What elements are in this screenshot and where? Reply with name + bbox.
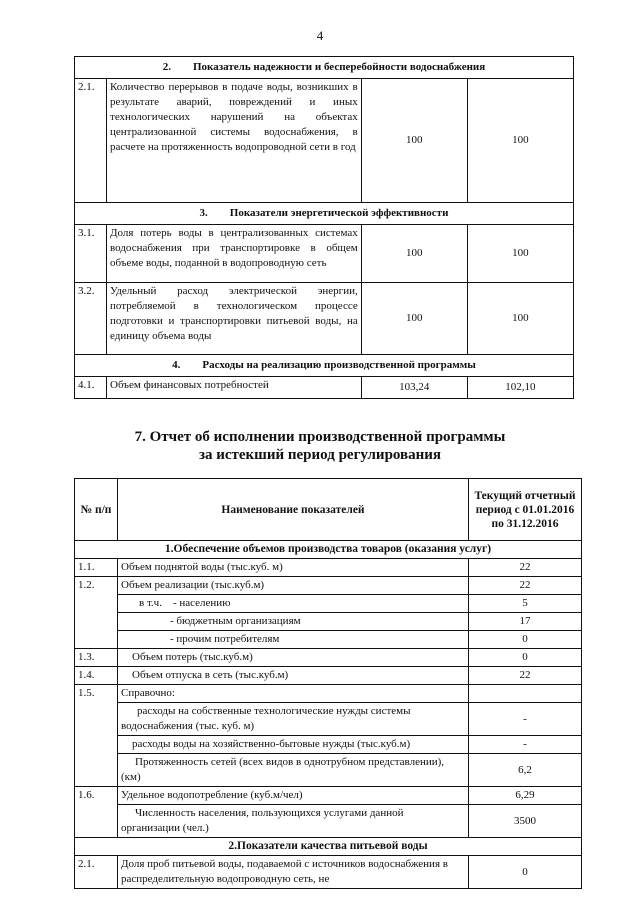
- row-value: -: [469, 736, 582, 754]
- table-row: [75, 787, 582, 805]
- report-table: [74, 478, 582, 889]
- col-header-number: № п/п: [75, 479, 118, 541]
- row-value: 6,29: [469, 787, 582, 805]
- table-row: [75, 703, 582, 736]
- section-header-row: [75, 355, 574, 377]
- row-number: 1.4.: [75, 667, 118, 685]
- row-number: 1.5.: [75, 685, 118, 787]
- table-row: [75, 649, 582, 667]
- section-header: 3. Показатели энергетической эффективности: [75, 203, 574, 225]
- table-row: [75, 754, 582, 787]
- row-name: Численность населения, пользующихся услугами данной организации (чел.): [118, 805, 469, 838]
- table-row: [75, 79, 574, 203]
- row-subname: - населению: [172, 597, 231, 609]
- indicator-value-2: 100: [467, 79, 573, 203]
- table-row: [75, 283, 574, 355]
- row-name: расходы на собственные технологические нужды системы водоснабжения (тыс. куб. м): [118, 703, 469, 736]
- row-value: 22: [469, 559, 582, 577]
- section-title-line-1: 7. Отчет об исполнении производственной программы: [134, 429, 506, 445]
- table-row: [75, 577, 582, 595]
- row-value: 17: [469, 613, 582, 631]
- row-number: 2.1.: [75, 79, 107, 203]
- row-number: 1.6.: [75, 787, 118, 838]
- row-value: 3500: [469, 805, 582, 838]
- section-header: 4. Расходы на реализацию производственной программы: [75, 355, 574, 377]
- section-header-row: [75, 203, 574, 225]
- row-name: Удельное водопотребление (куб.м/чел): [118, 787, 469, 805]
- row-value: 5: [469, 595, 582, 613]
- table-row: [75, 377, 574, 399]
- row-number: 1.1.: [75, 559, 118, 577]
- row-name-sub: [118, 595, 469, 613]
- indicator-value-2: 100: [467, 225, 573, 283]
- indicator-name: Количество перерывов в подаче воды, возникших в результате аварий, повреждений и иных технологических нарушений на объектах централизованной системы водоснабжения, в расчете на протяженность водопроводной сети в год: [107, 79, 362, 203]
- section-header-row: [75, 838, 582, 856]
- row-prefix: в т.ч.: [139, 597, 162, 609]
- table-row: [75, 736, 582, 754]
- row-name: - прочим потребителям: [118, 631, 469, 649]
- row-name: Протяженность сетей (всех видов в однотрубном представлении), (км): [118, 754, 469, 787]
- row-number: 1.2.: [75, 577, 118, 649]
- section-title-line-2: за истекший период регулирования: [198, 447, 442, 463]
- row-number: 1.3.: [75, 649, 118, 667]
- table-row: [75, 595, 582, 613]
- row-value: 6,2: [469, 754, 582, 787]
- row-name: Объем отпуска в сеть (тыс.куб.м): [118, 667, 469, 685]
- row-value: 0: [469, 649, 582, 667]
- section-header: 2.Показатели качества питьевой воды: [75, 838, 582, 856]
- col-header-value: Текущий отчетный период с 01.01.2016 по 31.12.2016: [469, 479, 582, 541]
- section-title: [0, 428, 640, 464]
- row-name: Объем поднятой воды (тыс.куб. м): [118, 559, 469, 577]
- section-header: 1.Обеспечение объемов производства товаров (оказания услуг): [75, 541, 582, 559]
- table-row: [75, 225, 574, 283]
- indicators-table: [74, 56, 574, 399]
- indicator-value-1: 100: [361, 79, 467, 203]
- table-row: [75, 631, 582, 649]
- table-row: [75, 856, 582, 889]
- row-number: 4.1.: [75, 377, 107, 399]
- row-name: Справочно:: [118, 685, 469, 703]
- section-header: 2. Показатель надежности и бесперебойности водоснабжения: [75, 57, 574, 79]
- row-value: 22: [469, 577, 582, 595]
- row-value: 0: [469, 631, 582, 649]
- indicator-value-1: 103,24: [361, 377, 467, 399]
- table-row: [75, 559, 582, 577]
- row-name: Доля проб питьевой воды, подаваемой с источников водоснабжения в распределительную водопроводную сеть, не: [118, 856, 469, 889]
- row-name: расходы воды на хозяйственно-бытовые нужды (тыс.куб.м): [118, 736, 469, 754]
- indicator-value-2: 102,10: [467, 377, 573, 399]
- row-name: Объем потерь (тыс.куб.м): [118, 649, 469, 667]
- row-value: [469, 685, 582, 703]
- row-name: - бюджетным организациям: [118, 613, 469, 631]
- indicator-name: Объем финансовых потребностей: [107, 377, 362, 399]
- row-number: 3.1.: [75, 225, 107, 283]
- section-header-row: [75, 57, 574, 79]
- row-number: 2.1.: [75, 856, 118, 889]
- row-name: Объем реализации (тыс.куб.м): [118, 577, 469, 595]
- indicator-name: Удельный расход электрической энергии, потребляемой в технологическом процессе подготовки и транспортировки питьевой воды, на единицу объема воды: [107, 283, 362, 355]
- indicator-value-1: 100: [361, 283, 467, 355]
- indicator-value-1: 100: [361, 225, 467, 283]
- table-row: [75, 613, 582, 631]
- indicator-value-2: 100: [467, 283, 573, 355]
- table-row: [75, 805, 582, 838]
- row-value: 0: [469, 856, 582, 889]
- section-header-row: [75, 541, 582, 559]
- header-row: [75, 479, 582, 541]
- table-row: [75, 685, 582, 703]
- row-number: 3.2.: [75, 283, 107, 355]
- table-row: [75, 667, 582, 685]
- col-header-name: Наименование показателей: [118, 479, 469, 541]
- row-value: -: [469, 703, 582, 736]
- indicator-name: Доля потерь воды в централизованных системах водоснабжения при транспортировке в общем объеме воды, поданной в водопроводную сеть: [107, 225, 362, 283]
- page-number: 4: [316, 28, 324, 43]
- row-value: 22: [469, 667, 582, 685]
